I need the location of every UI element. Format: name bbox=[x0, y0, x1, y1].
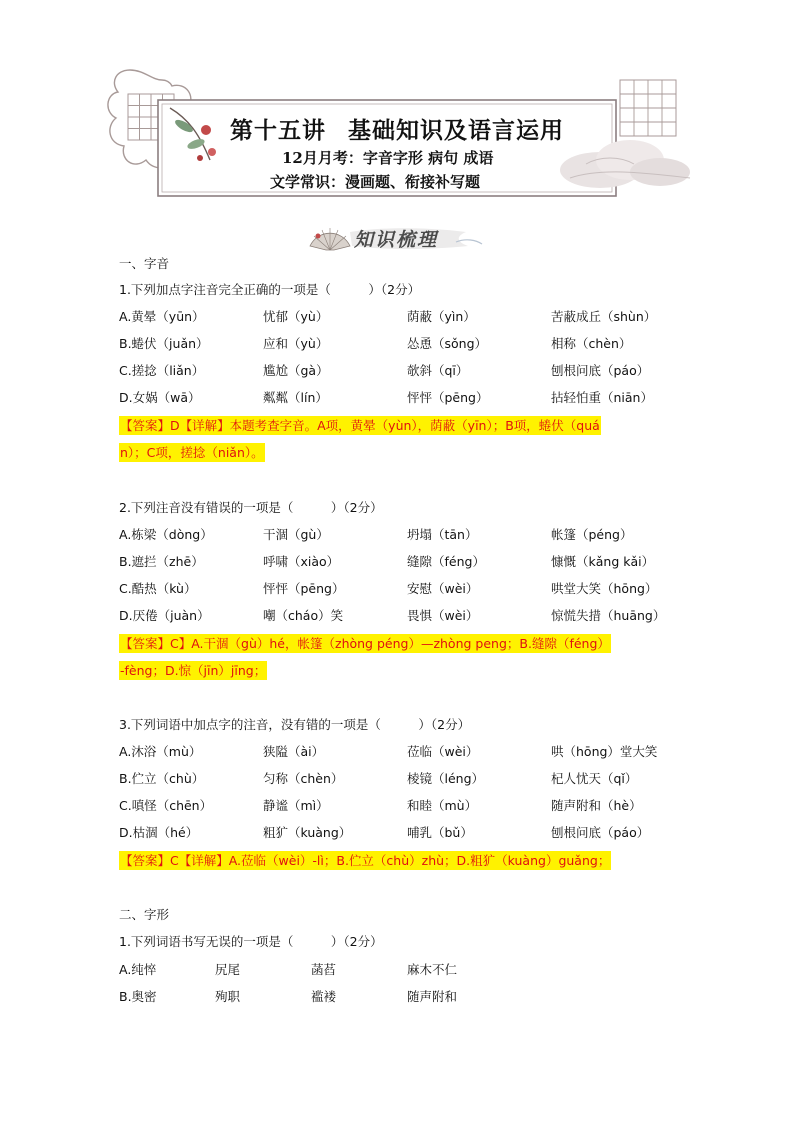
option-cell: 菡萏 bbox=[311, 962, 337, 977]
answer-highlight: 【答案】C】A.干涸（gù）hé，帐篷（zhòng péng）—zhòng peng；B.缝隙（féng） bbox=[120, 636, 610, 651]
subtitle-literature-topics: 文学常识：漫画题、衔接补写题 bbox=[270, 173, 481, 191]
option-cell: A.栋梁（dòng） bbox=[119, 527, 213, 542]
option-cell: 慷慨（kǎng kǎi） bbox=[551, 554, 655, 569]
question-3-stem: 3.下列词语中加点字的注音，没有错的一项是（ ）（2分） bbox=[119, 717, 471, 732]
option-cell: 安慰（wèi） bbox=[407, 581, 479, 596]
option-cell: 拈轻怕重（niān） bbox=[551, 390, 653, 405]
option-cell: 怂恿（sǒng） bbox=[407, 336, 488, 351]
option-cell: 粗犷（kuàng） bbox=[263, 825, 352, 840]
question-2-option-d bbox=[119, 608, 679, 624]
option-cell: 尴尬（gà） bbox=[263, 363, 329, 378]
question-1-stem: 1.下列加点字注音完全正确的一项是（ ）（2分） bbox=[119, 282, 421, 297]
question-4-option-b bbox=[119, 989, 679, 1005]
question-2-option-a bbox=[119, 527, 679, 543]
section-heading-pronunciation: 一、字音 bbox=[119, 256, 170, 271]
page-title bbox=[230, 112, 564, 145]
option-cell: 怦怦（pēng） bbox=[263, 581, 345, 596]
option-cell: 莅临（wèi） bbox=[407, 744, 479, 759]
question-3-option-c bbox=[119, 798, 679, 814]
option-cell: 忧郁（yù） bbox=[263, 309, 329, 324]
option-cell: 匀称（chèn） bbox=[263, 771, 344, 786]
title-lesson-number: 第十五讲 bbox=[230, 117, 326, 144]
option-cell: 缝隙（féng） bbox=[407, 554, 485, 569]
subtitle-exam-topics: 12月月考：字音字形 病句 成语 bbox=[282, 149, 494, 167]
option-cell: 苦蔽成丘（shùn） bbox=[551, 309, 657, 324]
option-cell: B.遮拦（zhē） bbox=[119, 554, 204, 569]
option-cell: D.厌倦（juàn） bbox=[119, 608, 210, 623]
option-cell: D.枯涸（hé） bbox=[119, 825, 199, 840]
question-4-option-a bbox=[119, 962, 679, 978]
question-2-stem: 2.下列注音没有错误的一项是（ ）（2分） bbox=[119, 500, 383, 515]
option-cell: D.女娲（wā） bbox=[119, 390, 201, 405]
option-cell: 嘲（cháo）笑 bbox=[263, 608, 344, 623]
option-cell: 尻尾 bbox=[215, 962, 241, 977]
option-cell: 坍塌（tān） bbox=[407, 527, 478, 542]
option-cell: 随声附和（hè） bbox=[551, 798, 642, 813]
question-1-option-d bbox=[119, 390, 679, 406]
option-cell: 哄堂大笑（hōng） bbox=[551, 581, 658, 596]
option-cell: B.蜷伏（juǎn） bbox=[119, 336, 209, 351]
option-cell: C.嗔怪（chēn） bbox=[119, 798, 213, 813]
option-cell: 帐篷（péng） bbox=[551, 527, 633, 542]
option-cell: 麻木不仁 bbox=[407, 962, 458, 977]
option-cell: B.奥密 bbox=[119, 989, 157, 1004]
option-cell: 应和（yù） bbox=[263, 336, 329, 351]
option-cell: A.沐浴（mù） bbox=[119, 744, 202, 759]
question-1-option-c bbox=[119, 363, 679, 379]
option-cell: 荫蔽（yìn） bbox=[407, 309, 476, 324]
option-cell: 哄（hōng）堂大笑 bbox=[551, 744, 658, 759]
option-cell: 随声附和 bbox=[407, 989, 458, 1004]
title-topic: 基础知识及语言运用 bbox=[348, 117, 564, 144]
option-cell: 褴褛 bbox=[311, 989, 337, 1004]
question-3-option-b bbox=[119, 771, 679, 787]
option-cell: 杞人忧天（qǐ） bbox=[551, 771, 638, 786]
option-cell: A.黄晕（yūn） bbox=[119, 309, 205, 324]
answer-highlight: 【答案】C【详解】A.莅临（wèi）-lì；B.伫立（chù）zhù；D.粗犷（kuàng）guǎng； bbox=[120, 853, 611, 868]
option-cell: 畏惧（wèi） bbox=[407, 608, 479, 623]
option-cell: 怦怦（pēng） bbox=[407, 390, 489, 405]
question-2-option-c bbox=[119, 581, 679, 597]
option-cell: C.酷热（kù） bbox=[119, 581, 197, 596]
answer-highlight: -fèng；D.惊（jīn）jīng； bbox=[120, 663, 267, 678]
question-1-option-a bbox=[119, 309, 679, 325]
option-cell: 干涸（gù） bbox=[263, 527, 329, 542]
option-cell: 相称（chèn） bbox=[551, 336, 632, 351]
question-2-answer-line-2 bbox=[119, 663, 267, 679]
option-cell: 和睦（mù） bbox=[407, 798, 478, 813]
option-cell: 刨根问底（páo） bbox=[551, 363, 650, 378]
option-cell: 殉职 bbox=[215, 989, 241, 1004]
section-badge-label: 知识梳理 bbox=[354, 229, 439, 251]
option-cell: A.纯悴 bbox=[119, 962, 157, 977]
question-4-stem: 1.下列词语书写无误的一项是（ ）（2分） bbox=[119, 934, 383, 949]
option-cell: 欹斜（qī） bbox=[407, 363, 469, 378]
answer-highlight: 【答案】D【详解】本题考查字音。A项，黄晕（yùn），荫蔽（yīn）；B项，蜷伏（quá bbox=[120, 418, 600, 433]
option-cell: C.搓捻（liǎn） bbox=[119, 363, 205, 378]
option-cell: 静谧（mì） bbox=[263, 798, 329, 813]
option-cell: 惊慌失措（huāng） bbox=[551, 608, 666, 623]
option-cell: 狭隘（ài） bbox=[263, 744, 325, 759]
question-2-answer-line-1 bbox=[119, 636, 611, 652]
question-3-option-d bbox=[119, 825, 679, 841]
question-1-answer-line-1 bbox=[119, 418, 601, 434]
option-cell: 粼粼（lín） bbox=[263, 390, 328, 405]
option-cell: 刨根问底（páo） bbox=[551, 825, 650, 840]
question-2-option-b bbox=[119, 554, 679, 570]
question-3-answer-line-1 bbox=[119, 853, 611, 869]
question-3-option-a bbox=[119, 744, 679, 760]
section-heading-character-form: 二、字形 bbox=[119, 907, 170, 922]
option-cell: 呼啸（xiào） bbox=[263, 554, 340, 569]
option-cell: 棱镜（léng） bbox=[407, 771, 485, 786]
option-cell: B.伫立（chù） bbox=[119, 771, 205, 786]
question-1-answer-line-2 bbox=[119, 445, 265, 461]
question-1-option-b bbox=[119, 336, 679, 352]
option-cell: 哺乳（bǔ） bbox=[407, 825, 473, 840]
answer-highlight: n）；C项，搓捻（niǎn）。 bbox=[120, 445, 264, 460]
